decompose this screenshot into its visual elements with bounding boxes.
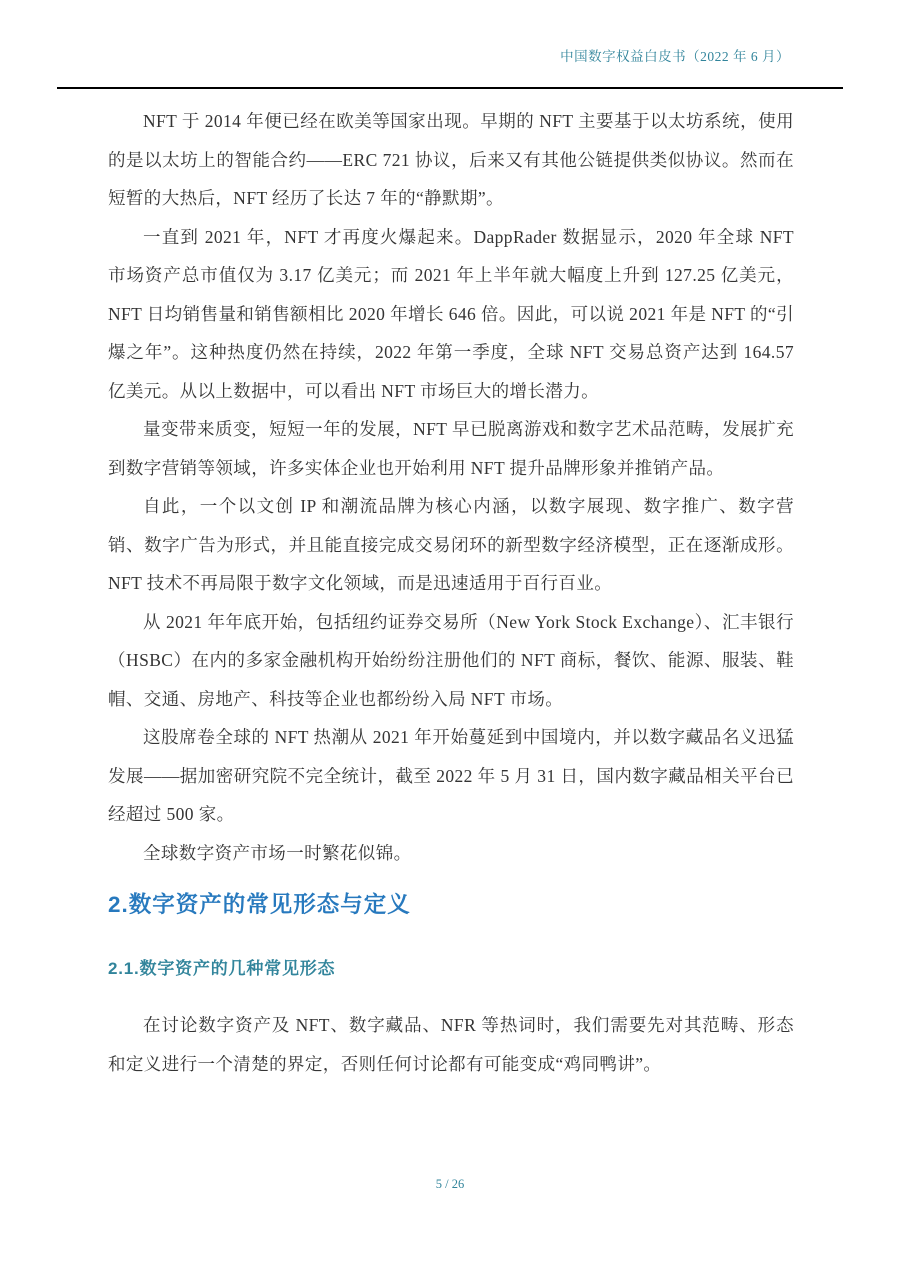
body-paragraph: 这股席卷全球的 NFT 热潮从 2021 年开始蔓延到中国境内，并以数字藏品名义迅猛发展——据加密研究院不完全统计，截至 2022 年 5 月 31 日，国内数字藏品相关平台已经超过 500 家。 [108, 727, 794, 824]
page-number: 5 / 26 [435, 1177, 465, 1191]
subsection-heading: 2.1.数字资产的几种常见形态 [108, 959, 336, 978]
body-paragraph: 一直到 2021 年，NFT 才再度火爆起来。DappRader 数据显示，2020 年全球 NFT 市场资产总市值仅为 3.17 亿美元；而 2021 年上半年就大幅度上升到 127.25 亿美元，NFT 日均销售量和销售额相比 2020 年增长 646 倍。因此，可以说 2021 年是 NFT 的“引爆之年”。这种热度仍然在持续，2022 年第一季度，全球 NFT 交易总资产达到 164.57 亿美元。从以上数据中，可以看出 NFT 市场巨大的增长潜力。 [108, 226, 794, 401]
body-paragraph: 全球数字资产市场一时繁花似锦。 [143, 842, 412, 863]
header-rule-divider [57, 87, 843, 89]
body-paragraph: NFT 于 2014 年便已经在欧美等国家出现。早期的 NFT 主要基于以太坊系统，使用的是以太坊上的智能合约——ERC 721 协议，后来又有其他公链提供类似协议。然而在短暂的大热后，NFT 经历了长达 7 年的“静默期”。 [108, 111, 794, 208]
body-paragraph: 自此，一个以文创 IP 和潮流品牌为核心内涵，以数字展现、数字推广、数字营销、数字广告为形式，并且能直接完成交易闭环的新型数字经济模型，正在逐渐成形。NFT 技术不再局限于数字文化领域，而是迅速适用于百行百业。 [108, 496, 794, 593]
body-paragraph: 在讨论数字资产及 NFT、数字藏品、NFR 等热词时，我们需要先对其范畴、形态和定义进行一个清楚的界定，否则任何讨论都有可能变成“鸡同鸭讲”。 [108, 1015, 794, 1074]
body-paragraph: 从 2021 年年底开始，包括纽约证券交易所（New York Stock Exchange）、汇丰银行（HSBC）在内的多家金融机构开始纷纷注册他们的 NFT 商标，餐饮、能源、服装、鞋帽、交通、房地产、科技等企业也都纷纷入局 NFT 市场。 [108, 611, 794, 709]
page-header-title: 中国数字权益白皮书（2022 年 6 月） [560, 49, 790, 64]
body-paragraph: 量变带来质变，短短一年的发展，NFT 早已脱离游戏和数字艺术品范畴，发展扩充到数字营销等领域，许多实体企业也开始利用 NFT 提升品牌形象并推销产品。 [108, 419, 794, 478]
section-heading: 2.数字资产的常见形态与定义 [108, 892, 411, 917]
document-body [108, 102, 794, 1083]
